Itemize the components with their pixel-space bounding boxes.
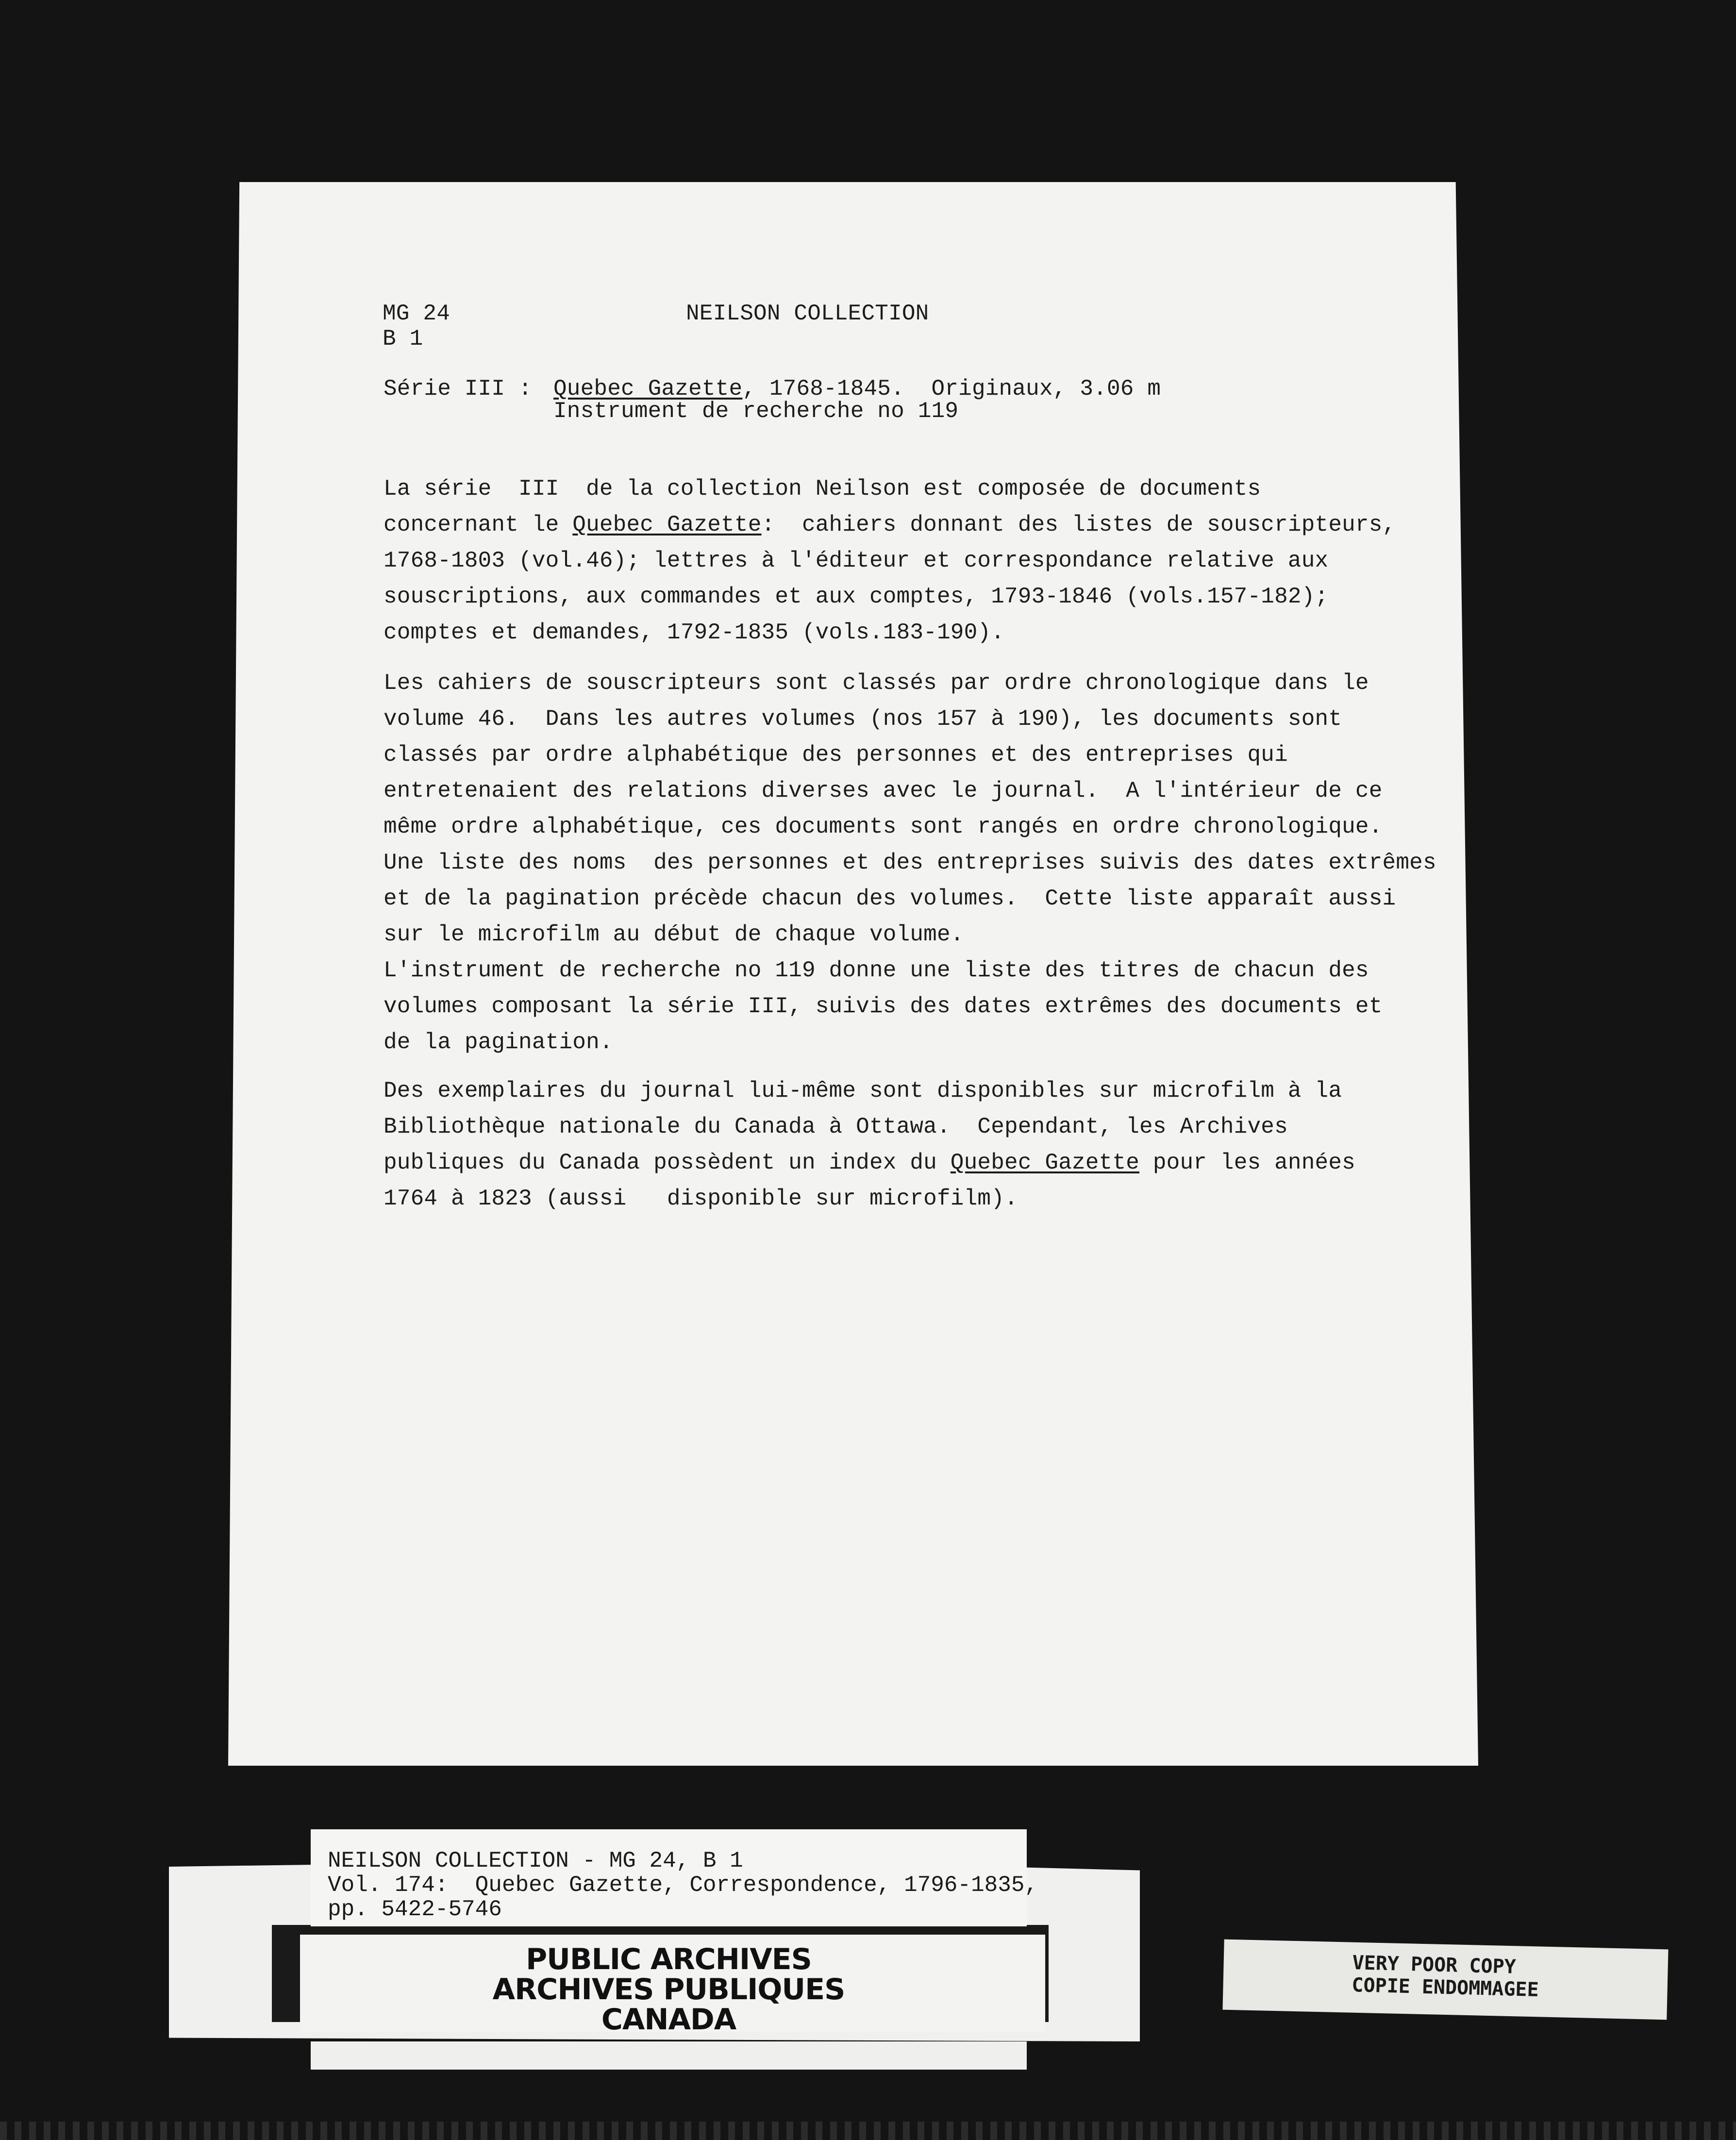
paragraph-2 [384,665,1436,1060]
serie-label: Série III : [384,376,532,401]
p2-line-6: Une liste des noms des personnes et des entreprises suivis des dates extrêmes [384,850,1436,875]
label-line-3: pp. 5422-5746 [328,1897,502,1922]
stamp-line-3: CANADA [601,2003,736,2037]
p1-line-1: La série III de la collection Neilson est composée de documents [384,476,1261,502]
serie-finding-aid: Instrument de recherche no 119 [553,399,959,424]
paragraph-3 [384,1073,1355,1217]
stamp-line-1: PUBLIC ARCHIVES [526,1942,812,1976]
p3-line-4: 1764 à 1823 (aussi disponible sur microfilm). [384,1186,1018,1211]
p3-line-2: Bibliothèque nationale du Canada à Ottawa. Cependant, les Archives [384,1114,1288,1139]
p2-line-11: de la pagination. [384,1030,613,1055]
p2-line-3: classés par ordre alphabétique des personnes et des entreprises qui [384,742,1288,768]
p2-line-1: Les cahiers de souscripteurs sont classés par ordre chronologique dans le [384,670,1369,696]
p1-line-2a: concernant le [384,512,573,537]
p2-line-8: sur le microfilm au début de chaque volume. [384,922,964,947]
archives-stamp [311,1944,1027,2035]
p3-line-1: Des exemplaires du journal lui-même sont disponibles sur microfilm à la [384,1078,1342,1103]
p2-line-10: volumes composant la série III, suivis des dates extrêmes des documents et [384,994,1383,1019]
paragraph-1 [384,471,1396,651]
label-card-bottom [311,2041,1027,2070]
reference-code [383,301,450,351]
p1-line-5: comptes et demandes, 1792-1835 (vols.183-190). [384,620,1005,645]
p1-line-3: 1768-1803 (vol.46); lettres à l'éditeur et correspondance relative aux [384,548,1329,573]
reference-line-1: MG 24 [383,301,451,326]
warning-line-1: VERY POOR COPY [1352,1951,1517,1978]
serie-details: , 1768-1845. Originaux, 3.06 m [742,376,1161,401]
p2-line-4: entretenaient des relations diverses avec le journal. A l'intérieur de ce [384,778,1383,803]
p2-line-7: et de la pagination précède chacun des volumes. Cette liste apparaît aussi [384,886,1396,911]
reference-line-2: B 1 [383,326,423,351]
p1-line-2b: : cahiers donnant des listes de souscripteurs, [761,512,1396,537]
collection-title: NEILSON COLLECTION [686,301,929,326]
label-line-1: NEILSON COLLECTION - MG 24, B 1 [328,1848,743,1873]
serie-description [553,378,1161,422]
p1-line-4: souscriptions, aux commandes et aux comptes, 1793-1846 (vols.157-182); [384,584,1329,609]
label-card-text [328,1849,1038,1922]
p2-line-5: même ordre alphabétique, ces documents sont rangés en ordre chronologique. [384,814,1383,839]
warning-label-text [1352,1952,1540,2001]
p3-line-3a: publiques du Canada possèdent un index du [384,1150,951,1175]
p3-line-3-underlined: Quebec Gazette [950,1150,1140,1175]
stamp-line-2: ARCHIVES PUBLIQUES [492,1973,845,2006]
warning-line-2: COPIE ENDOMMAGEE [1351,1973,1539,2002]
p3-line-3b: pour les années [1139,1150,1355,1175]
p2-line-2: volume 46. Dans les autres volumes (nos 157 à 190), les documents sont [384,706,1342,732]
p1-line-2-underlined: Quebec Gazette [572,512,762,537]
label-line-2: Vol. 174: Quebec Gazette, Correspondence, 1796-1835, [328,1872,1038,1898]
serie-title: Quebec Gazette [553,376,743,401]
film-edge [0,2122,1736,2140]
p2-line-9: L'instrument de recherche no 119 donne une liste des titres de chacun des [384,958,1369,983]
